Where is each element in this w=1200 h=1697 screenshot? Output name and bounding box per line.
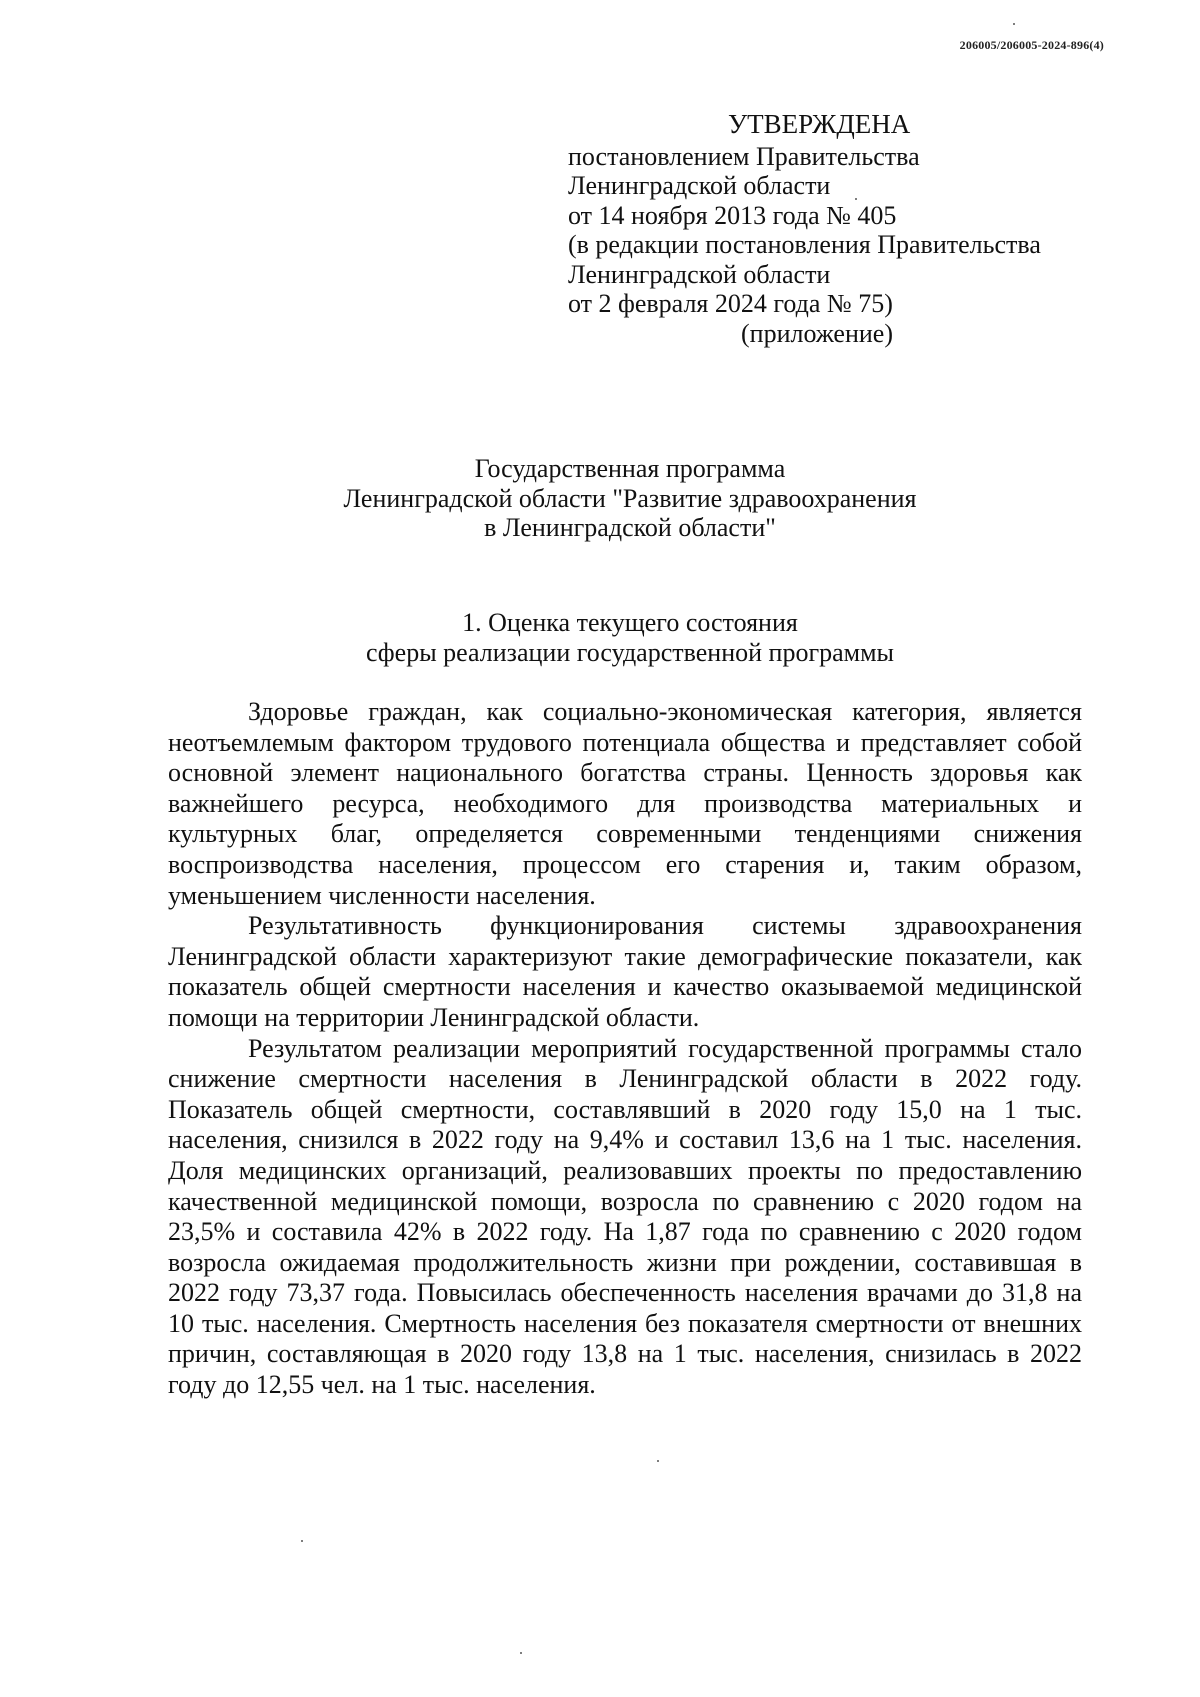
- scan-speck: [657, 1460, 659, 1462]
- scan-speck: [855, 198, 857, 200]
- approval-line: от 14 ноября 2013 года № 405: [568, 200, 897, 230]
- body-paragraph: Результативность функционирования системы здравоохранения Ленинградской области характеризуют такие демографические показатели, как показатель общей смертности населения и качество оказываемой медицинской помощи на территории Ленинградской области.: [168, 911, 1082, 1032]
- body-text: [168, 697, 1082, 1401]
- approval-line: от 2 февраля 2024 года № 75): [568, 289, 893, 318]
- approval-line: (в редакции постановления Правительства: [568, 230, 1041, 259]
- program-title-line: Государственная программа: [474, 454, 786, 483]
- program-title-line: в Ленинградской области": [484, 513, 776, 542]
- program-title-line: Ленинградской области "Развитие здравоохранения: [343, 483, 917, 513]
- approval-stamp-block: [568, 110, 1128, 348]
- program-title: [170, 454, 1090, 543]
- section-heading-line: сферы реализации государственной программы: [365, 637, 895, 667]
- approval-line: Ленинградской области: [568, 259, 831, 289]
- scan-speck: [1013, 23, 1015, 25]
- approval-title: УТВЕРЖДЕНА: [728, 109, 911, 139]
- document-registration-code: 206005/206005-2024-896(4): [959, 38, 1104, 52]
- approval-line: Ленинградской области: [568, 171, 831, 200]
- body-paragraph: Здоровье граждан, как социально-экономическая категория, является неотъемлемым фактором трудового потенциала общества и представляет собой основной элемент национального богатства страны. Ценность здоровья как важнейшего ресурса, необходимого для производства материальных и культурных благ, определяется современными тенденциями снижения воспроизводства населения, процессом его старения и, таким образом, уменьшением численности населения.: [168, 697, 1082, 910]
- approval-line: постановлением Правительства: [568, 141, 920, 171]
- scan-speck: [520, 1652, 522, 1654]
- section-heading: [170, 608, 1090, 667]
- section-heading-line: 1. Оценка текущего состояния: [462, 608, 798, 637]
- scan-speck: [301, 1540, 303, 1542]
- body-paragraph: Результатом реализации мероприятий государственной программы стало снижение смертности населения в Ленинградской области в 2022 году. Показатель общей смертности, составлявший в 2020 году 15,0 на 1 тыс. населения, снизился в 2022 году на 9,4% и составил 13,6 на 1 тыс. населения. Доля медицинских организаций, реализовавших проекты по предоставлению качественной медицинской помощи, возросла по сравнению с 2020 годом на 23,5% и составила 42% в 2022 году. На 1,87 года по сравнению с 2020 годом возросла ожидаемая продолжительность жизни при рождении, составившая в 2022 году 73,37 года. Повысилась обеспеченность населения врачами до 31,8 на 10 тыс. населения. Смертность населения без показателя смертности от внешних причин, составляющая в 2020 году 13,8 на 1 тыс. населения, снизилась в 2022 году до 12,55 чел. на 1 тыс. населения.: [168, 1033, 1082, 1400]
- approval-appendix-note: (приложение): [741, 318, 894, 348]
